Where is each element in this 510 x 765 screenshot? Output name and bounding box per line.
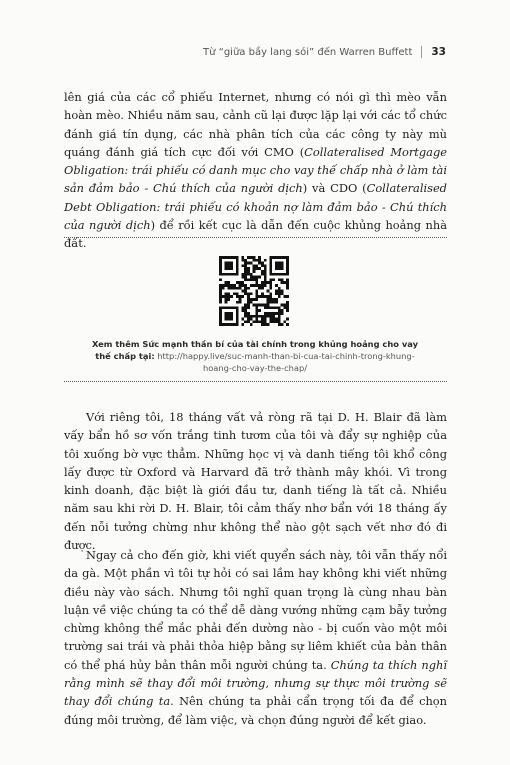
para3-text-1: Ngay cả cho đến giờ, khi viết quyển sách này, tôi vẫn thấy nổi da gà. Một phần vì tôi tự hỏi có sai lầm hay không khi viết những điều này vào sách. Nhưng tôi nghĩ quan trọng là cùng nhau bàn luận về việc chúng ta có thể dễ dàng vướng những cạm bẫy tưởng chừng không thể mắc phải đến dường nào - bị cuốn vào một môi trường sai trái và phải thỏa hiệp bằng sự liêm khiết của bản thân có thể phá hủy bản thân mỗi người chúng ta. [64, 548, 447, 672]
para1-text-3: ) để rồi kết cục là dẫn đến cuộc khủng hoảng nhà đất. [64, 218, 447, 251]
qr-caption-title: Xem thêm Sức mạnh thần bí của tài chính trong khủng hoảng cho vay thế chấp tại: [92, 339, 418, 362]
qr-code-icon[interactable] [219, 256, 289, 326]
qr-caption-url[interactable]: http://happy.live/suc-manh-than-bi-cua-tai-chinh-trong-khung-hoang-cho-vay-the-chap/ [157, 351, 415, 374]
page-number: 33 [431, 46, 446, 58]
para3-text-2: . Nên chúng ta phải cẩn trọng tối đa để chọn đúng môi trường, để làm việc, và chọn đúng người để kết giao. [64, 694, 448, 727]
para1-text-1: lên giá của các cổ phiếu Internet, nhưng có nói gì thì mèo vẫn hoàn mèo. Nhiều năm sau, cảnh cũ lại được lặp lại với các tổ chức đánh giá tín dụng, các nhà phân tích của các công ty này mù quáng đánh giá tích cực đối với CMO ( [64, 90, 447, 159]
divider-bottom [64, 381, 447, 382]
header-separator [421, 46, 422, 58]
para1-text-2: ) và CDO ( [302, 181, 367, 196]
para1-cmo-definition: Collateralised Mortgage Obligation: trái phiếu có danh mục cho vay thế chấp nhà ở làm tài sản đảm bảo - Chú thích của người dịch [64, 144, 447, 196]
divider-top [64, 237, 447, 238]
para3-emphasis: Chúng ta thích nghĩ rằng mình sẽ thay đổi môi trường, nhưng sự thực môi trường sẽ thay đổi chúng ta [64, 657, 448, 709]
paragraph-dh-blair: Với riêng tôi, 18 tháng vất vả ròng rã tại D. H. Blair đã làm vấy bẩn hồ sơ vốn trắng tinh tươm của tôi và đẩy sự nghiệp của tôi xuống bờ vực thẳm. Những học vị và danh tiếng tôi khổ công lấy được từ Oxford và Harvard đã trở thành mây khói. Vì trong kinh doanh, đặc biệt là giới đầu tư, danh tiếng là tất cả. Nhiều năm sau khi rời D. H. Blair, tôi cảm thấy nhơ bẩn với 18 tháng ấy đến nỗi tưởng chừng như không thể nào gột sạch vết nhơ đó đi được. [64, 410, 447, 553]
running-title: Từ “giữa bầy lang sói” đến Warren Buffett [203, 46, 413, 58]
para1-cdo-definition: Collateralised Debt Obligation: trái phiếu có khoản nợ làm đảm bảo - Chú thích của người dịch [64, 181, 447, 233]
paragraph-cmo-cdo [64, 88, 447, 253]
qr-caption [85, 338, 425, 375]
paragraph-reflection [64, 546, 447, 729]
page-header [203, 46, 446, 58]
